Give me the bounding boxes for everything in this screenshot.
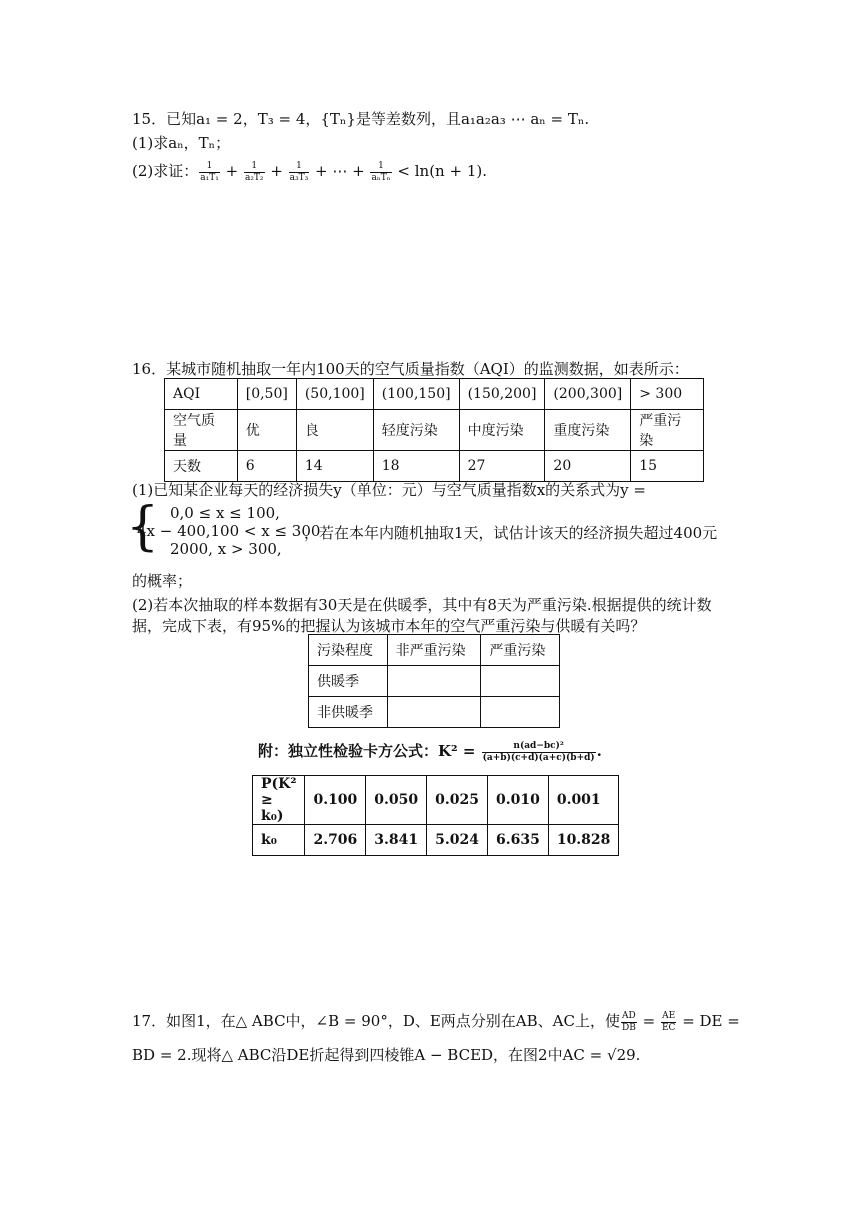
q17-line1: 17．如图1，在△ ABC中，∠B = 90°，D、E两点分别在AB、AC上，使 $\frac{AD}{DB}$ = $\frac{AE}{EC}$ = DE = [132,1010,740,1033]
q16-part2-line2: 据，完成下表，有95%的把握认为该城市本年的空气严重污染与供暖有关吗？ [132,617,646,635]
table-cell: P(K² ≥ k₀) [253,776,305,825]
table-cell: 14 [296,451,373,482]
table-cell: 供暖季 [309,666,388,697]
aqi-table [164,378,704,482]
table-cell: (200,300] [545,379,631,410]
piecewise-case-3: 2000, x > 300, [170,540,282,558]
table-row [165,379,704,410]
q16-part1-line3: 的概率； [132,572,193,590]
table-cell: 3.841 [366,825,427,856]
table-cell: 空气质量 [165,410,238,451]
table-row [309,697,560,728]
ratio-ad-db: $\frac{AD}{DB}$ [621,1010,636,1033]
table-row [253,776,619,825]
table-row [309,666,560,697]
q15-part2: (2)求证： $\frac{1}{\text{a₁T₁}}$ + $\frac{1}{\text{a₂T₂}}$ + $\frac{1}{\text{a₃T₃}}$ + ⋯ + $\frac{1}{\text{aₙTₙ}}$ < ln(n + 1). [132,160,487,183]
table-cell: AQI [165,379,238,410]
table-cell: 6.635 [487,825,548,856]
q16-part1-line1: (1)已知某企业每天的经济损失y（单位：元）与空气质量指数x的关系式为y = [132,481,646,499]
ratio-ae-ec: $\frac{AE}{EC}$ [661,1010,676,1033]
table-cell: (50,100] [296,379,373,410]
table-cell: 0.001 [548,776,619,825]
piecewise-case-1: 0,0 ≤ x ≤ 100, [170,504,280,522]
table-row [165,451,704,482]
q15-part2-suffix: < ln(n + 1). [397,162,487,180]
q15-part2-prefix: (2)求证： [132,162,199,180]
table-cell: 轻度污染 [373,410,459,451]
table-cell: (100,150] [373,379,459,410]
table-cell: 0.100 [305,776,366,825]
table-cell: 中度污染 [459,410,545,451]
q17-line1-start: 17．如图1，在△ ABC中，∠B = 90°，D、E两点分别在AB、AC上，使 [132,1012,620,1030]
q17-line1-end: = DE = [682,1012,740,1030]
formula-label: 附：独立性检验卡方公式：K² = [258,742,476,760]
table-cell: k₀ [253,825,305,856]
q16-intro: 16．某城市随机抽取一年内100天的空气质量指数（AQI）的监测数据，如表所示： [132,360,689,378]
table-cell [387,697,481,728]
table-cell: 天数 [165,451,238,482]
piecewise-brace: { [126,497,160,557]
table-cell: 严重污染 [631,410,704,451]
q15-part1: (1)求aₙ，Tₙ； [132,134,231,152]
q15-term-n: $\frac{1}{\text{aₙTₙ}}$ [371,160,391,183]
q16-part1-line2: ，若在本年内随机抽取1天，试估计该天的经济损失超过400元 [304,524,718,542]
k-critical-table [252,775,619,856]
table-row [165,410,704,451]
q15-statement: 15．已知a₁ = 2，T₃ = 4，{Tₙ}是等差数列，且a₁a₂a₃ ⋯ aₙ = Tₙ. [132,110,590,128]
q15-term-3: $\frac{1}{\text{a₃T₃}}$ [289,160,309,183]
table-cell: 重度污染 [545,410,631,451]
table-cell: 良 [296,410,373,451]
table-cell: 27 [459,451,545,482]
q15-term-2: $\frac{1}{\text{a₂T₂}}$ [244,160,264,183]
table-cell: (150,200] [459,379,545,410]
table-cell: 污染程度 [309,635,388,666]
table-cell [481,697,560,728]
q16-part2-line1: (2)若本次抽取的样本数据有30天是在供暖季，其中有8天为严重污染.根据提供的统计数 [132,596,712,614]
piecewise-case-2: 4x − 400,100 < x ≤ 300 [137,522,321,540]
table-cell: 0.050 [366,776,427,825]
table-cell: [0,50] [237,379,296,410]
table-cell: 20 [545,451,631,482]
table-cell: 15 [631,451,704,482]
formula-fraction: $\frac{\text{n(ad−bc)²}}{(a+b)(c+d)(a+c)(b+d)}$ [482,740,595,763]
table-cell: 非供暖季 [309,697,388,728]
q17-line2: BD = 2.现将△ ABC沿DE折起得到四棱锥A − BCED，在图2中AC = √29. [132,1046,641,1064]
table-cell: 6 [237,451,296,482]
table-cell: 0.010 [487,776,548,825]
table-cell: 优 [237,410,296,451]
table-cell: 18 [373,451,459,482]
q15-term-1: $\frac{1}{\text{a₁T₁}}$ [200,160,219,183]
table-cell: > 300 [631,379,704,410]
table-row [309,635,560,666]
table-cell: 严重污染 [481,635,560,666]
table-cell: 0.025 [427,776,488,825]
chi-square-formula: 附：独立性检验卡方公式：K² = $\frac{\text{n(ad−bc)²}}{(a+b)(c+d)(a+c)(b+d)}$ . [258,740,602,763]
table-cell: 2.706 [305,825,366,856]
table-cell: 10.828 [548,825,619,856]
table-cell [387,666,481,697]
table-row [253,825,619,856]
table-cell: 5.024 [427,825,488,856]
contingency-table [308,634,560,728]
table-cell: 非严重污染 [387,635,481,666]
table-cell [481,666,560,697]
